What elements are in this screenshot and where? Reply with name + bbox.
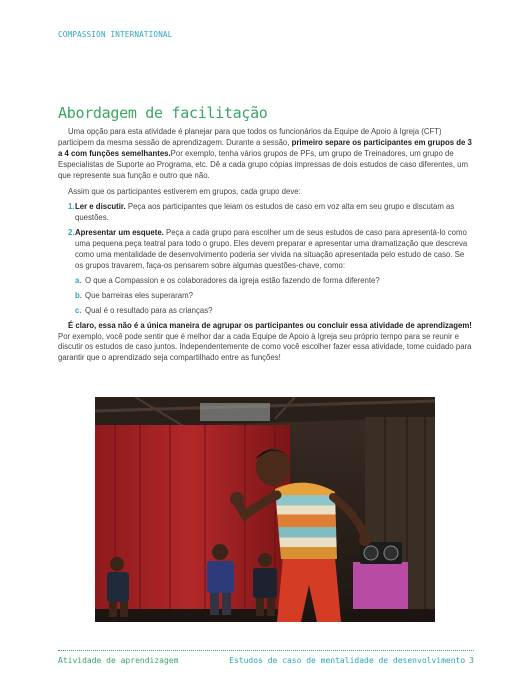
list-item — [58, 228, 474, 316]
closing-bold: É claro, essa não é a única maneira de agrupar os participantes ou concluir essa atividade de aprendizagem! — [68, 320, 472, 330]
header-org: COMPASSION INTERNATIONAL — [58, 30, 173, 39]
footer-left: Atividade de aprendizagem — [58, 656, 179, 665]
question-text: Qual é o resultado para as crianças? — [85, 305, 213, 315]
step-bold: Ler e discutir. — [75, 202, 126, 212]
question-letter: b. — [75, 290, 82, 300]
body-content — [58, 127, 474, 369]
intro-bold: primeiro separe os participantes em grupos de 3 a 4 com funções semelhantes. — [58, 137, 472, 158]
intro-paragraph — [58, 127, 474, 182]
step-number: 2. — [68, 228, 75, 238]
steps-list — [58, 202, 474, 316]
list-item — [58, 202, 474, 224]
questions-list — [75, 276, 474, 317]
question-text: Que barreiras eles superaram? — [85, 290, 193, 300]
list-item — [75, 276, 474, 287]
list-item — [75, 306, 474, 317]
intro-text-1: Uma opção para esta atividade é planejar para que todos os funcionários da Equipe de Apoio à Igreja (CFT) participem da mesma sessão de aprendizagem. Durante a sessão, — [58, 127, 442, 147]
question-letter: a. — [75, 275, 82, 285]
photo-illustration — [95, 397, 435, 622]
closing-text: Por exemplo, você pode sentir que é melhor dar a cada Equipe de Apoio à Igreja seu próprio tempo para se reunir e discutir os estudos de caso juntos. Independentemente de como você escolher fazer essa atividade, tome cuidado para garantir que o aprendizado seja compartilhado entre as funções! — [58, 331, 472, 363]
step-text: Peça a cada grupo para escolher um de seus estudos de caso para apresentá-lo como uma pequena peça teatral para todo o grupo. Eles devem preparar e apresentar uma dramatização que descreva como uma mentalidade de desenvolvimento poderia ser vivida na situação apresentada pelo estudo de caso. Se os grupos travarem, faça-os pensarem sobre algumas questões-chave, como: — [75, 228, 468, 270]
footer-divider — [58, 650, 474, 651]
page-number: 3 — [469, 656, 474, 665]
closing-paragraph — [58, 321, 474, 365]
list-item — [75, 291, 474, 302]
section-title: Abordagem de facilitação — [58, 104, 268, 122]
question-letter: c. — [75, 305, 82, 315]
step-text: Peça aos participantes que leiam os estudos de caso em voz alta em seu grupo e discutam as questões. — [75, 202, 455, 223]
step-number: 1. — [68, 202, 75, 212]
footer-right — [229, 656, 474, 665]
lead-paragraph: Assim que os participantes estiverem em grupos, cada grupo deve: — [68, 186, 301, 196]
photo-children-performing — [95, 397, 435, 622]
intro-text-2: Por exemplo, tenha vários grupos de PFs, um grupo de Treinadores, um grupo de Especialistas de Suporte ao Programa, etc. Dê a cada grupo cópias impressas de dois estudos de caso diferentes, um que represente sua função e outro que não. — [58, 148, 468, 180]
question-text: O que a Compassion e os colaboradores da igreja estão fazendo de forma diferente? — [85, 275, 380, 285]
footer-doc-title: Estudos de caso de mentalidade de desenvolvimento — [229, 656, 466, 665]
step-bold: Apresentar um esquete. — [75, 228, 164, 238]
